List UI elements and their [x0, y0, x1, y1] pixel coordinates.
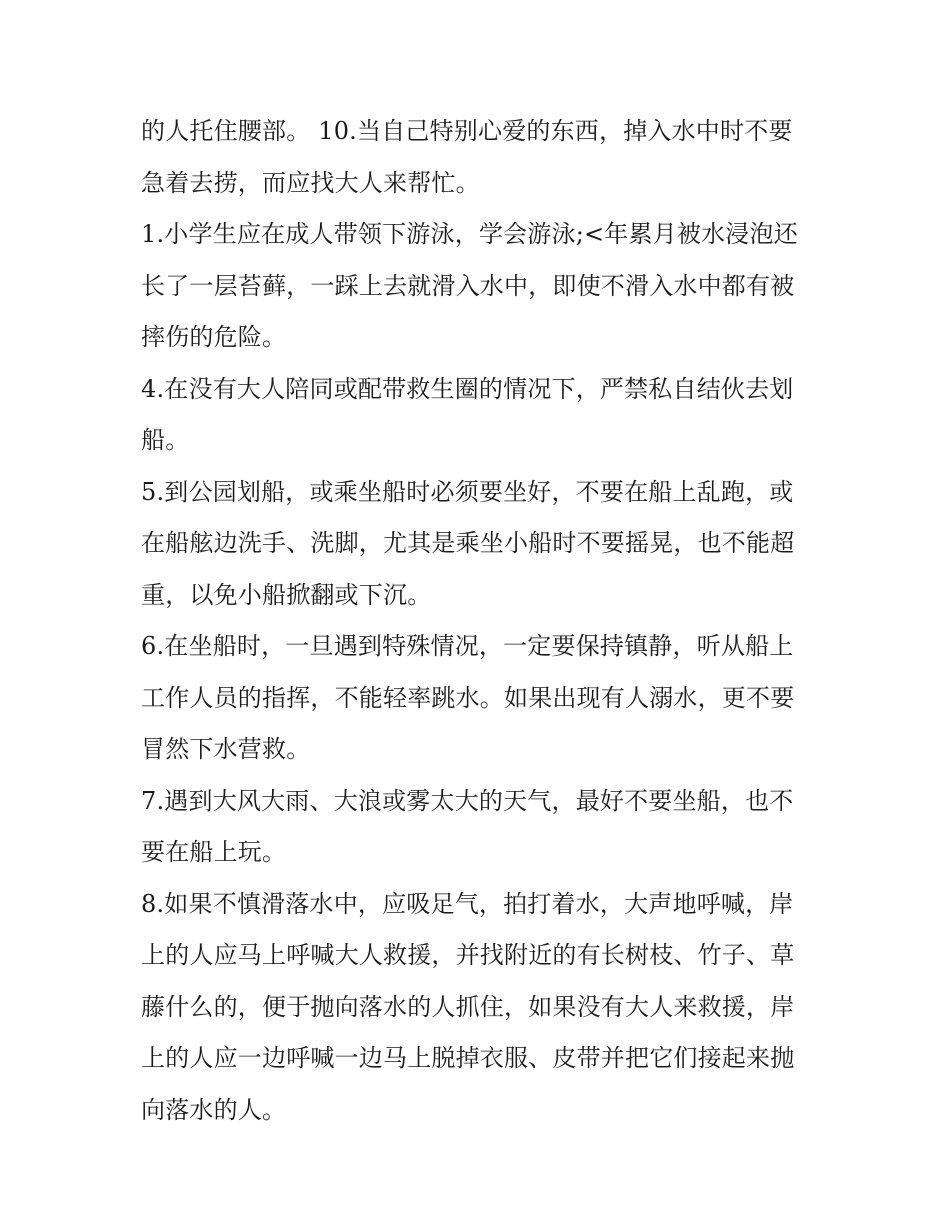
- paragraph-item-5: [141, 467, 821, 622]
- document-body: [141, 106, 821, 1136]
- text-line: 5.到公园划船，或乘坐船时必须要坐好，不要在船上乱跑，或: [141, 477, 794, 506]
- text-line: 4.在没有大人陪同或配带救生圈的情况下，严禁私自结伙去划: [141, 374, 794, 403]
- text-line: 向落水的人。: [141, 1095, 287, 1124]
- paragraph-item-7: [141, 776, 821, 879]
- paragraph-item-6: [141, 621, 821, 776]
- text-line: 船。: [141, 426, 190, 454]
- text-line: 上的人应一边呼喊一边马上脱掉衣服、皮带并把它们接起来抛: [141, 1044, 795, 1072]
- text-line: 摔伤的危险。: [141, 323, 287, 351]
- paragraph-item-10-continuation: [141, 106, 821, 209]
- paragraph-item-4: [141, 364, 821, 467]
- text-line: 6.在坐船时，一旦遇到特殊情况，一定要保持镇静，听从船上: [141, 632, 794, 660]
- text-line: 上的人应马上呼喊大人救援，并找附近的有长树枝、竹子、草: [141, 941, 795, 969]
- text-line: 8.如果不慎滑落水中，应吸足气，拍打着水，大声地呼喊，岸: [141, 889, 794, 918]
- text-line: 要在船上玩。: [141, 838, 287, 866]
- text-line: 在船舷边洗手、洗脚，尤其是乘坐小船时不要摇晃，也不能超: [141, 529, 795, 557]
- text-line: 重，以免小船掀翻或下沉。: [141, 580, 432, 609]
- text-line: 的人托住腰部。 10.当自己特别心爱的东西，掉入水中时不要: [141, 117, 793, 145]
- text-line: 长了一层苔藓，一踩上去就滑入水中，即使不滑入水中都有被: [141, 271, 795, 300]
- text-line: 急着去捞，而应找大人来帮忙。: [141, 168, 480, 197]
- paragraph-item-1: [141, 209, 821, 364]
- text-line: 1.小学生应在成人带领下游泳，学会游泳;<年累月被水浸泡还: [141, 220, 798, 248]
- text-line: 冒然下水营救。: [141, 735, 311, 763]
- text-line: 工作人员的指挥，不能轻率跳水。如果出现有人溺水，更不要: [141, 683, 795, 712]
- text-line: 7.遇到大风大雨、大浪或雾太大的天气，最好不要坐船，也不: [141, 786, 794, 815]
- paragraph-item-8: [141, 879, 821, 1137]
- text-line: 藤什么的，便于抛向落水的人抓住，如果没有大人来救援，岸: [141, 992, 795, 1021]
